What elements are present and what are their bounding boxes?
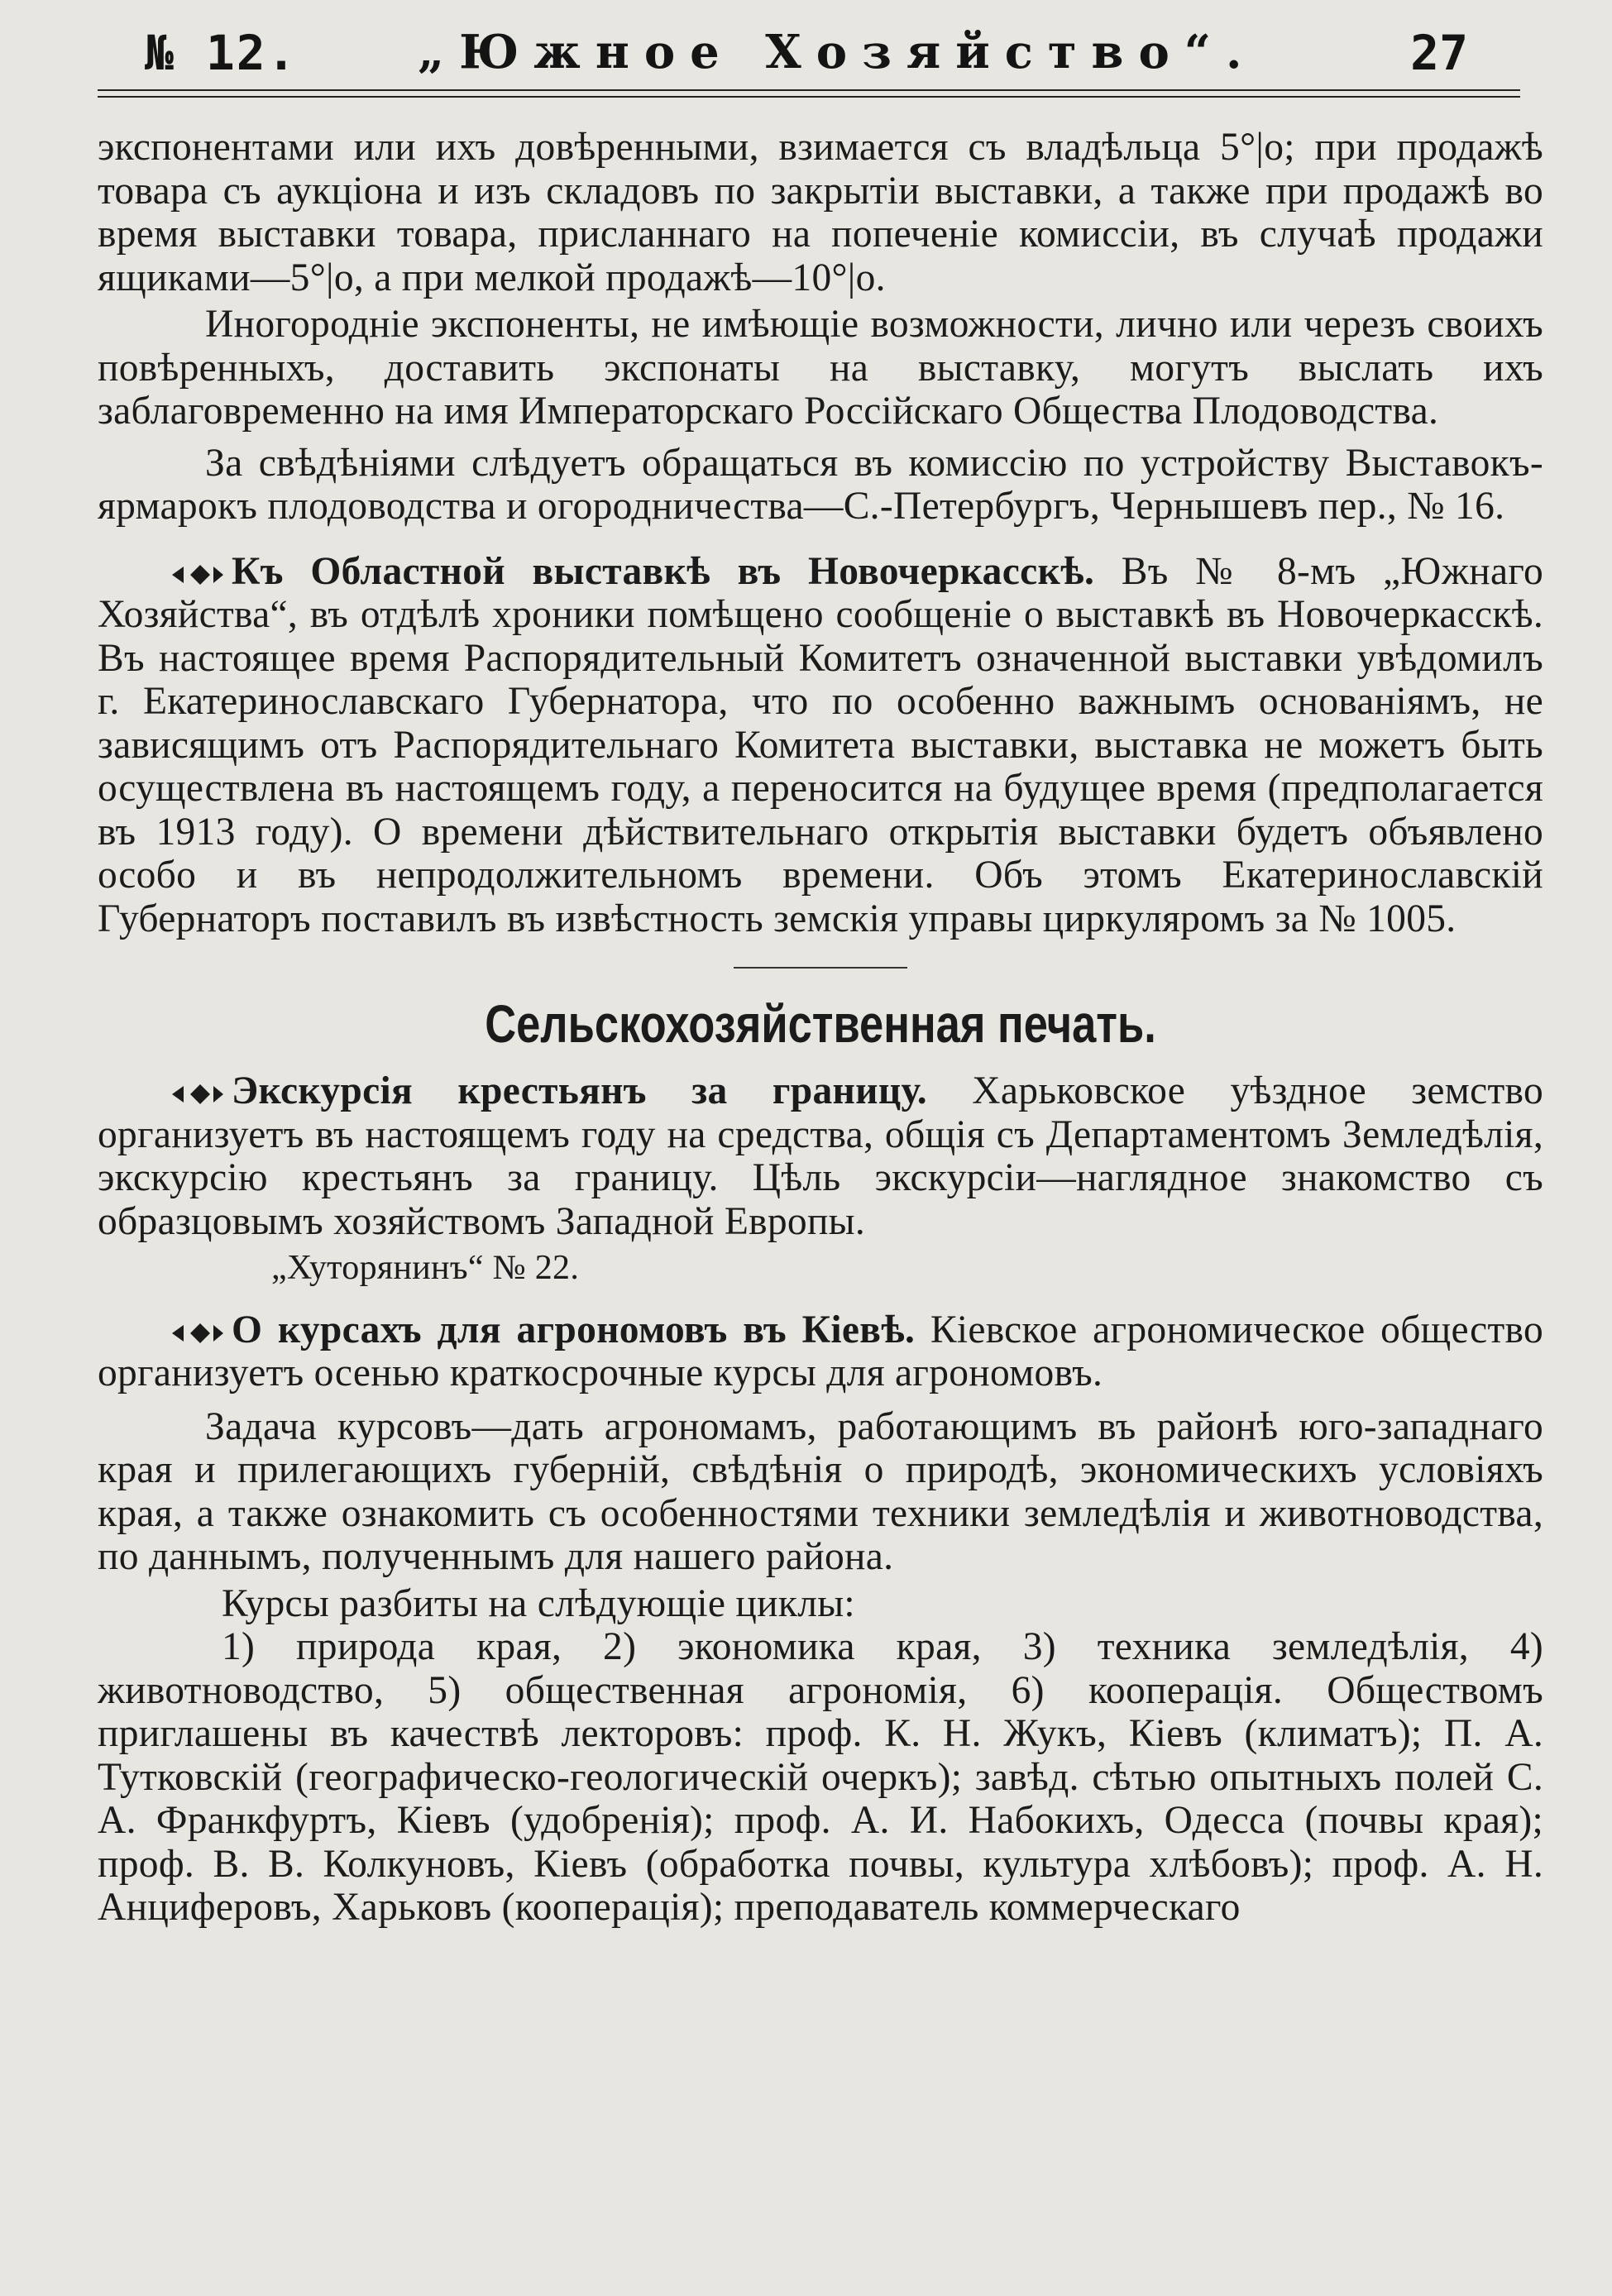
news-heading: О курсахъ для агрономовъ въ Кіевѣ.: [232, 1308, 916, 1351]
news-body: Харьковское уѣздное земство организуетъ въ настоящемъ году на средства, общія съ Департаментомъ Земледѣлія, экскурсію крестьянъ за границу. Цѣль экскурсіи—наглядное знакомство съ образцовымъ хозяйствомъ Западной Европы.: [98, 1069, 1544, 1243]
paragraph: Иногородніе экспоненты, не имѣющіе возможности, лично или черезъ своихъ повѣренныхъ, доставить экспонаты на выставку, могутъ выслать ихъ заблаговременно на имя Императорскаго Россійскаго Общества Плодоводства.: [98, 303, 1543, 433]
article-body: [98, 126, 1543, 1933]
paragraph: экспонентами или ихъ довѣренными, взимается съ владѣльца 5°|о; при продажѣ товара съ аукціона и изъ складовъ по закрытіи выставки, а также при продажѣ во время выставки товара, присланнаго на попеченіе комиссіи, въ случаѣ продажи ящиками—5°|о, а при мелкой продажѣ—10°|о.: [98, 126, 1543, 299]
header-rule-top: [98, 89, 1520, 91]
diamond-bullet-icon: [172, 1321, 223, 1346]
running-header: [145, 25, 1468, 86]
header-rule-bottom: [98, 96, 1520, 98]
section-title: Сельскохозяйственная печать.: [485, 994, 1156, 1054]
news-item: [98, 1308, 1543, 1395]
paragraph: Задача курсовъ—дать агрономамъ, работающимъ въ районѣ юго-западнаго края и прилегающихъ губерній, свѣдѣнія о природѣ, экономическихъ условіяхъ края, а также ознакомить съ особенностями техники земледѣлія и животноводства, по даннымъ, полученнымъ для нашего района.: [98, 1404, 1543, 1578]
issue-number: № 12.: [145, 25, 298, 81]
news-heading: Экскурсія крестьянъ за границу.: [232, 1069, 927, 1112]
paragraph: Курсы разбиты на слѣдующіе циклы:: [222, 1581, 855, 1625]
paragraph: За свѣдѣніями слѣдуетъ обращаться въ комиссію по устройству Выставокъ-ярмарокъ плодоводства и огородничества—С.-Петербургъ, Чернышевъ пер., № 16.: [98, 441, 1543, 528]
page-number: 27: [1410, 25, 1468, 81]
news-item: [98, 550, 1543, 941]
news-body: Кіевское агрономическое общество организуетъ осенью краткосрочные курсы для агрономовъ.: [98, 1308, 1543, 1394]
section-divider: [734, 967, 907, 969]
news-heading: Къ Областной выставкѣ въ Новочеркасскѣ.: [232, 549, 1095, 593]
news-body: Въ № 8-мъ „Южнаго Хозяйства“, въ отдѣлѣ хроники помѣщено сообщеніе о выставкѣ въ Новочеркасскѣ. Въ настоящее время Распорядительный Комитетъ означенной выставки увѣдомилъ г. Екатеринославскаго Губернатора, что по особенно важнымъ основаніямъ, не зависящимъ отъ Распорядительнаго Комитета выставки, выставка не можетъ быть осуществлена въ настоящемъ году, а переносится на будущее время (предполагается въ 1913 году). О времени дѣйствительнаго открытія выставки будетъ объявлено особо и въ непродолжительномъ времени. Объ этомъ Екатеринославскій Губернаторъ поставилъ въ извѣстность земскія управы циркуляромъ за № 1005.: [98, 549, 1543, 940]
diamond-bullet-icon: [172, 562, 223, 587]
paragraph: 1) природа края, 2) экономика края, 3) техника земледѣлія, 4) животноводство, 5) общественная агрономія, 6) кооперація. Обществомъ приглашены въ качествѣ лекторовъ: проф. К. Н. Жукъ, Кіевъ (климатъ); П. А. Тутковскій (географическо-геологическій очеркъ); завѣд. сѣтью опытныхъ полей С. А. Франкфуртъ, Кіевъ (удобренія); проф. А. И. Набокихъ, Одесса (почвы края); проф. В. В. Колкуновъ, Кіевъ (обработка почвы, культура хлѣбовъ); проф. А. Н. Анциферовъ, Харьковъ (кооперація); преподаватель коммерческаго: [98, 1625, 1543, 1929]
journal-title: „Южное Хозяйство“.: [418, 25, 1257, 79]
news-item: [98, 1069, 1543, 1243]
news-source: „Хуторянинъ“ № 22.: [271, 1249, 580, 1287]
diamond-bullet-icon: [172, 1082, 223, 1107]
